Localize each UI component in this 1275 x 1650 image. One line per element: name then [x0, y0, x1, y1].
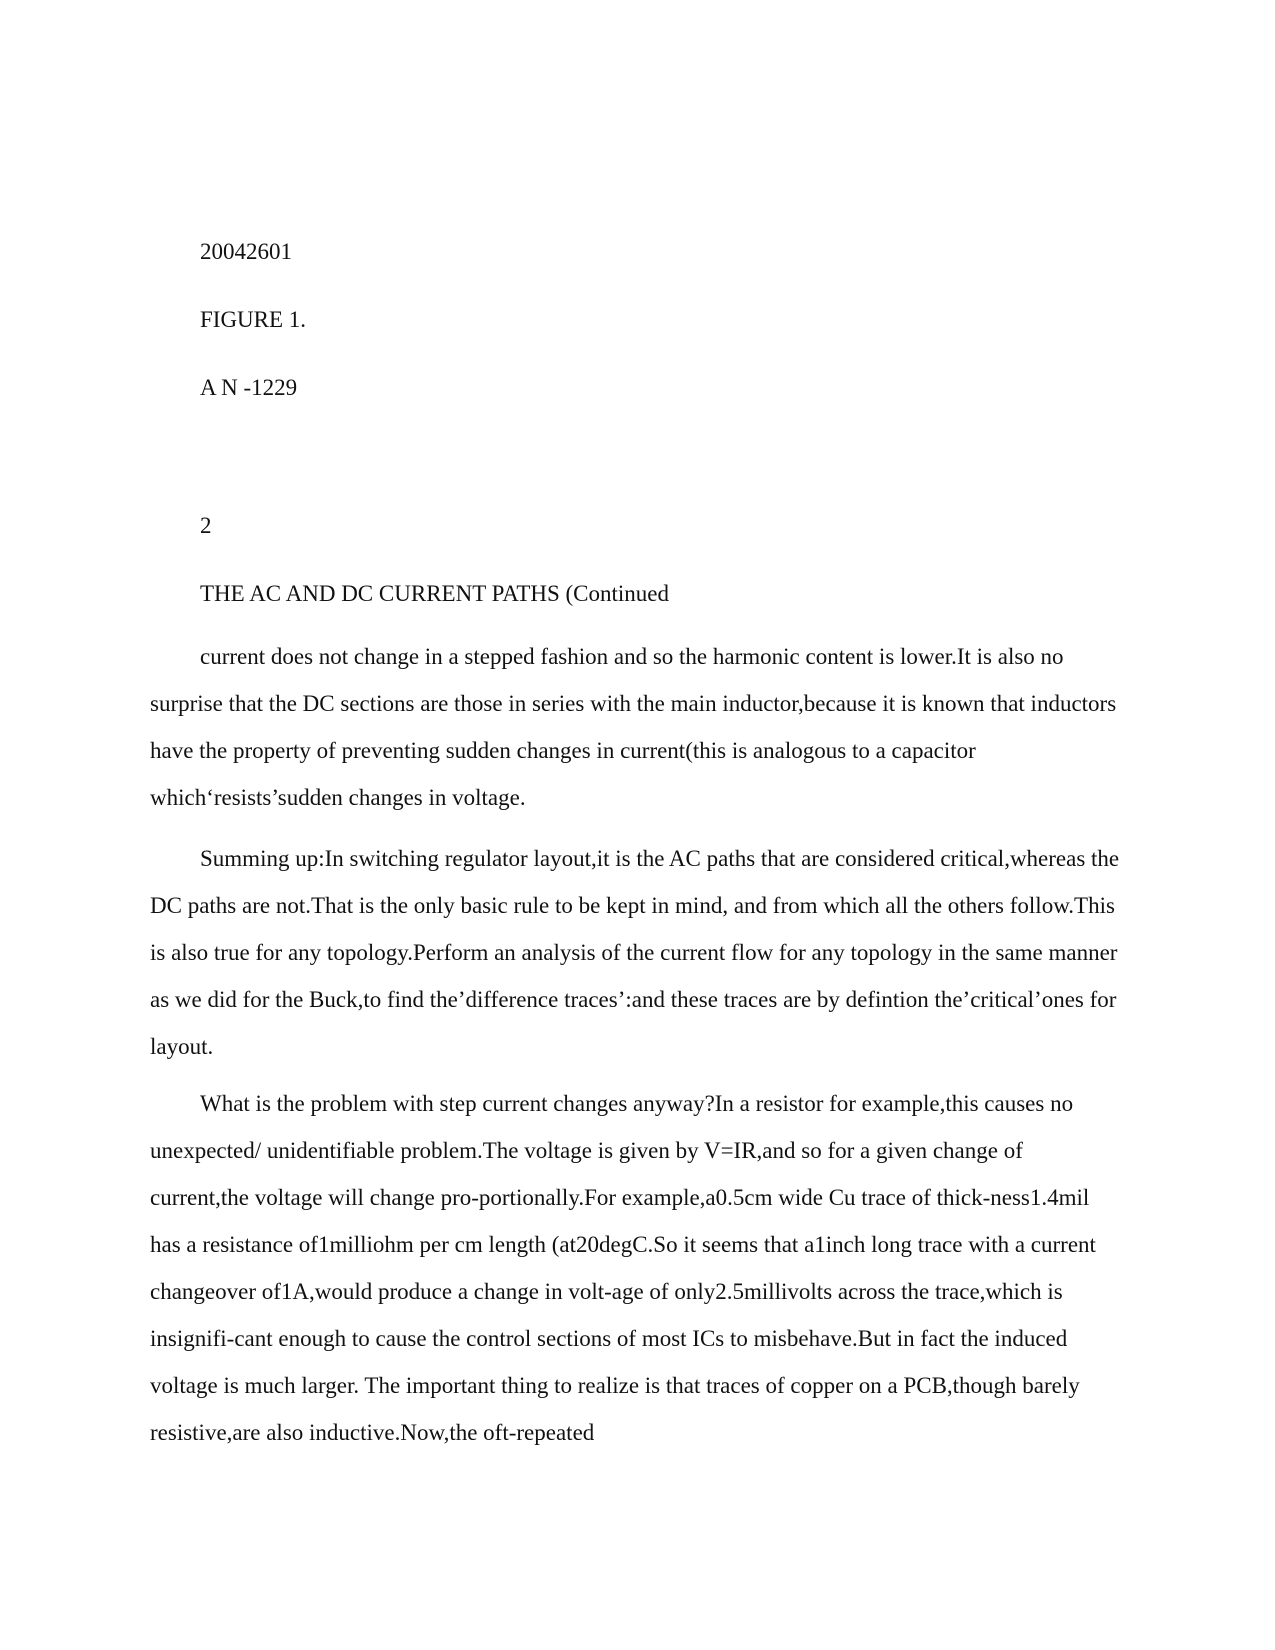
- section-heading: THE AC AND DC CURRENT PATHS (Continued: [200, 581, 670, 606]
- figure-caption: FIGURE 1.: [200, 307, 307, 332]
- body-paragraph: What is the problem with step current changes anyway?In a resistor for example,this causes no unexpected/ unidentifiable problem.The voltage is given by V=IR,and so for a given change of current,the voltage will change pro-portionally.For example,a0.5cm wide Cu trace of thick-ness1.4mil has a resistance of1milliohm per cm length (at20degC.So it seems that a1inch long trace with a current changeover of1A,would produce a change in volt-age of only2.5millivolts across the trace,which is insignifi-cant enough to cause the control sections of most ICs to misbehave.But in fact the induced voltage is much larger. The important thing to realize is that traces of copper on a PCB,though barely resistive,are also inductive.Now,the oft-repeated: [150, 1091, 1096, 1445]
- figure-id: 20042601: [200, 239, 292, 264]
- page-number: 2: [200, 513, 212, 538]
- body-paragraph: Summing up:In switching regulator layout,it is the AC paths that are considered critical,whereas the DC paths are not.That is the only basic rule to be kept in mind, and from which all the others follow.This is also true for any topology.Perform an analysis of the current flow for any topology in the same manner as we did for the Buck,to find the’difference traces’:and these traces are by defintion the’critical’ones for layout.: [150, 846, 1120, 1059]
- app-note-number: A N -1229: [200, 375, 298, 400]
- body-paragraph: current does not change in a stepped fashion and so the harmonic content is lower.It is also no surprise that the DC sections are those in series with the main inductor,because it is known that inductors have the property of preventing sudden changes in current(this is analogous to a capacitor which‘resists’sudden changes in voltage.: [150, 644, 1117, 810]
